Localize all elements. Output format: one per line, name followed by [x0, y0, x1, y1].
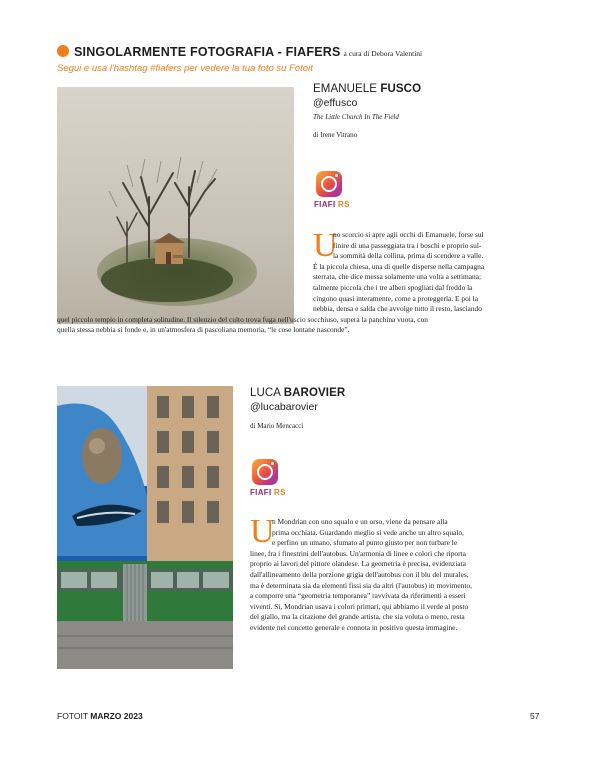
author-handle: @lucabarovier: [250, 401, 318, 413]
text-line: a comporre una “geometria temporanea” ravvivata da riferimenti a esseri: [250, 591, 466, 601]
text-line: la sommità della collina, prima di scendere a valle.: [333, 251, 484, 261]
text-line: viventi. Sì, Mondrian usava i colori primari, qui abbiamo il verde al posto: [250, 601, 469, 611]
text-line: evidente nel concetto generale e connota in positivo questa immagine.: [250, 622, 458, 632]
text-line: finire di una passeggiata tra i boschi e proprio sul-: [333, 240, 482, 250]
instagram-icon: [252, 459, 278, 485]
text-line: sterrata, che dice messa solamente una volta a settimana;: [313, 272, 482, 282]
text-line: linee, fra i finestrini dell'autobus. Un'armonia di linee e colori che riporta: [250, 548, 466, 558]
text-line: ma è determinata sia da elementi fissi sia da altri (l'autobus) in movimento,: [250, 580, 472, 590]
text-line: n Mondrian con uno squalo e un orso, viene da pensare alla: [272, 517, 448, 526]
page-number: 57: [530, 711, 540, 721]
text-line: del giallo, ma la citazione del grande artista, che sia voluta o meno, resta: [250, 612, 465, 622]
article-body: [57, 227, 547, 336]
text-line: no scorcio si apre agli occhi di Emanuele, forse sul: [333, 230, 484, 239]
fiafers-logo: FIAFI RS: [314, 200, 350, 209]
text-line: talmente piccola che i tre alberi spogliati dal freddo la: [313, 282, 473, 292]
drop-cap: U: [250, 513, 275, 550]
footer-magazine: FOTOIT MARZO 2023: [57, 711, 143, 721]
text-line: nebbia, densa e salda che avvolge tutto il resto, lasciando: [313, 304, 482, 314]
fiafers-logo: FIAFI RS: [250, 488, 286, 497]
byline: di Mario Mencacci: [250, 422, 304, 430]
work-title: The Little Church In The Field: [313, 113, 399, 121]
author-name: LUCA BAROVIER: [250, 387, 346, 399]
photo-mondrian-bus: [57, 386, 233, 669]
author-name: EMANUELE FUSCO: [313, 83, 422, 95]
text-line: quella stessa nebbia si fonde e, in un'atmosfera di pascoliana memoria, “le cose lontane nasconde”.: [57, 325, 350, 335]
text-line: cingono quasi interamente, come a proteggerla. E poi la: [313, 293, 478, 303]
byline: di Irene Vitrano: [313, 131, 358, 139]
text-line: e perfino un umano, sfumato al punto giusto per non turbare le: [272, 538, 458, 548]
section-bullet: [57, 45, 69, 57]
text-line: proprio ai lavori del pittore olandese. La geometria è precisa, evidenziata: [250, 559, 466, 569]
text-line: È la piccola chiesa, una di quelle disperse nella campagna: [313, 261, 485, 271]
section-subtitle: Segui e usa l'hashtag #fiafers per vedere la tua foto su Fotoit: [57, 63, 313, 74]
text-line: dall'allineamento della porzione grigia dell'autobus con il blu del murales,: [250, 569, 469, 579]
article-body: [250, 513, 550, 634]
author-handle: @effusco: [313, 97, 358, 109]
instagram-icon: [316, 171, 342, 197]
text-line: quel piccolo tempio in completa solitudine. Il silenzio del culto trova fuga nell'uscio socchiuso, supera la panchina vuota, con: [57, 314, 428, 324]
section-title: SINGOLARMENTE FOTOGRAFIA - FIAFERS a cura di Debora Valentini: [74, 45, 423, 59]
text-line: prima occhiata. Guardando meglio si vede anche un altro squalo,: [272, 527, 464, 537]
section-credit: a cura di Debora Valentini: [343, 49, 423, 58]
drop-cap: U: [313, 227, 338, 264]
